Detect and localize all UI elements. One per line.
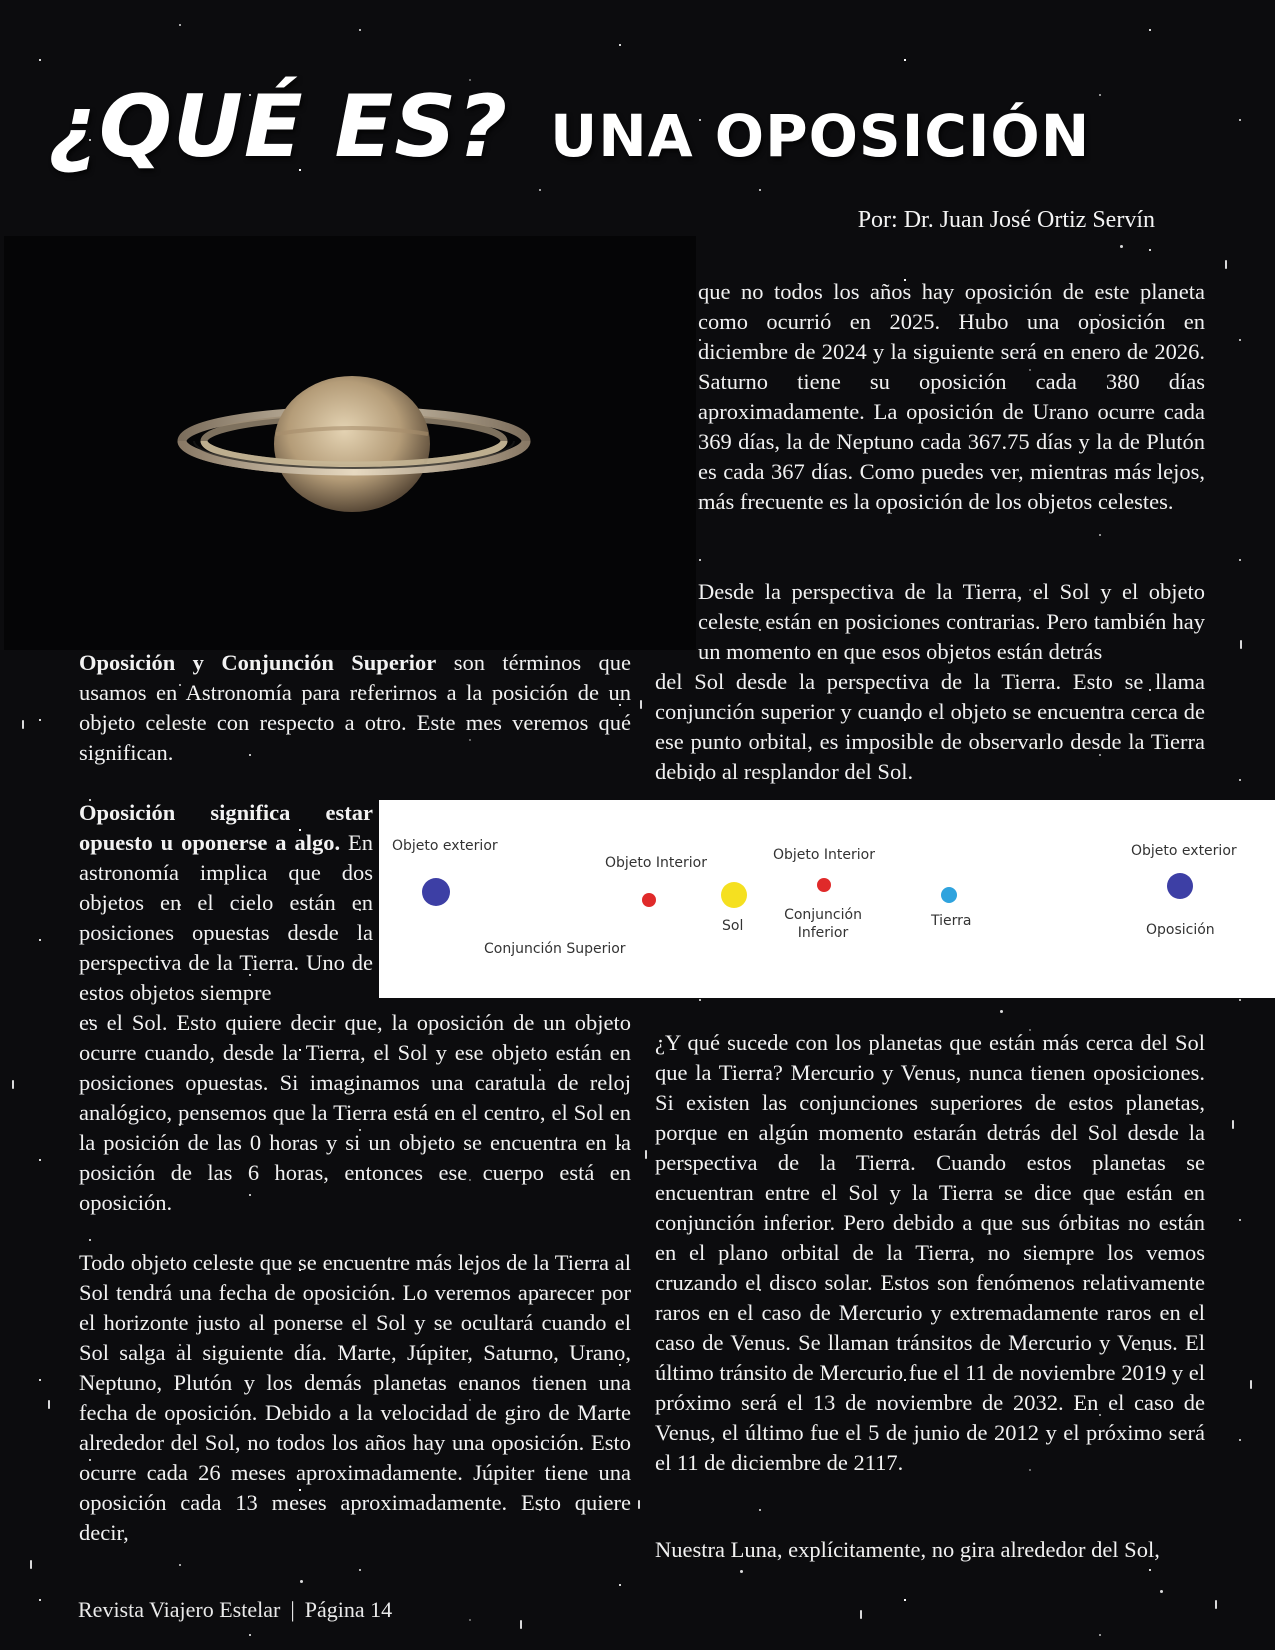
opposition-text-start: En astronomía implica que dos objetos en el cielo están en posiciones opuestas desde la perspectiva de la Tierra. Uno de estos objetos siempre [79,830,373,1005]
star-decoration [30,1560,32,1569]
title-main: ¿QUÉ ES? [48,77,509,177]
star-decoration [1232,1120,1234,1129]
inner-object-a-dot [642,893,656,907]
title-sub: UNA OPOSICIÓN [550,102,1091,170]
label-objeto-interior-b: Objeto Interior [773,847,875,863]
label-tierra: Tierra [931,913,972,929]
label-sol: Sol [722,918,744,934]
magazine-name: Revista Viajero Estelar [78,1597,281,1622]
page-title [48,77,1091,177]
saturn-icon [4,236,696,650]
footer-separator: | [290,1597,295,1622]
star-decoration [1160,1590,1163,1593]
star-decoration [638,1500,640,1509]
orbital-positions-diagram [379,800,1275,998]
star-decoration [1250,1380,1252,1389]
right-paragraph-3: ¿Y qué sucede con los planetas que están más cerca del Sol que la Tierra? Mercurio y Venus, nunca tienen oposiciones. Si existen las conjunciones superiores de estos planetas, porque en algún momento estarán detrás del Sol desde la perspectiva de la Tierra. Cuando estos planetas se encuentran entre el Sol y la Tierra se dice que están en conjunción inferior. Pero debido a que sus órbitas no están en el plano orbital de la Tierra, no siempre los vemos cruzando el disco solar. Estos son fenómenos relativamente raros en el caso de Mercurio y extremadamente raros en el caso de Venus. Se llaman tránsitos de Mercurio y Venus. El último tránsito de Mercurio fue el 11 de noviembre 2019 y el próximo será el 13 de noviembre de 2032. En el caso de Venus, el último fue el 5 de junio de 2012 y el próximo será el 11 de diciembre de 2117. [655,1030,1205,1475]
saturn-photo [4,236,696,650]
star-decoration [300,1580,303,1583]
label-oposicion: Oposición [1146,922,1215,938]
intro-bold: Oposición y Conjunción Superior [79,650,437,675]
star-decoration [645,1150,647,1159]
star-decoration [1000,1010,1003,1013]
star-decoration [740,1570,743,1573]
star-decoration [860,1610,862,1619]
star-decoration [640,700,642,709]
page-footer [78,1597,392,1623]
star-decoration [12,1080,14,1089]
intro-paragraph [79,648,631,768]
celestial-objects-paragraph: Todo objeto celeste que se encuentre más lejos de la Tierra al Sol tendrá una fecha de oposición. Lo veremos aparecer por el horizonte justo al ponerse el Sol y se ocultará cuando el Sol salga al siguiente día. Marte, Júpiter, Saturno, Urano, Neptuno, Plutón y los demás planetas enanos tienen una fecha de oposición. Debido a la velocidad de giro de Marte alrededor del Sol, no todos los años hay una oposición. Esto ocurre cada 26 meses aproximadamente. Júpiter tiene una oposición cada 13 meses aproximadamente. Esto quiere decir, [79,1250,631,1545]
opposition-definition-bold: Oposición significa estar opuesto u oponerse a algo. [79,800,373,855]
page-number: Página 14 [304,1597,393,1622]
inner-object-b-dot [817,878,831,892]
right-paragraph-2-start: Desde la perspectiva de la Tierra, el Sol y el objeto celeste están en posiciones contrarias. Pero también hay un momento en que esos objetos están detrás [698,579,1205,664]
star-decoration [1215,1600,1217,1609]
label-conjuncion-superior: Conjunción Superior [484,941,626,957]
right-paragraph-1: que no todos los años hay oposición de este planeta como ocurrió en 2025. Hubo una oposición en diciembre de 2024 y la siguiente será en enero de 2026. Saturno tiene su oposición cada 380 días aproximadamente. La oposición de Urano ocurre cada 369 días, la de Neptuno cada 367.75 días y la de Plutón es cada 367 días. Como puedes ver, mientras más lejos, más frecuente es la oposición de los objetos celestes. [698,279,1205,514]
author-byline: Por: Dr. Juan José Ortiz Servín [857,207,1155,233]
sun-dot [721,882,747,908]
star-decoration [1240,640,1242,649]
opposition-paragraph-start [79,798,373,1008]
star-decoration [1225,260,1227,269]
earth-dot [941,887,957,903]
star-decoration [22,720,24,729]
star-decoration [520,1620,522,1629]
outer-object-left-dot [422,878,450,906]
label-objeto-interior-a: Objeto Interior [605,855,707,871]
label-objeto-exterior-right: Objeto exterior [1131,843,1237,859]
right-paragraph-4: Nuestra Luna, explícitamente, no gira alrededor del Sol, [655,1537,1160,1562]
label-objeto-exterior-left: Objeto exterior [392,838,498,854]
outer-object-right-dot [1167,873,1193,899]
opposition-paragraph-continued: es el Sol. Esto quiere decir que, la oposición de un objeto ocurre cuando, desde la Tierra, el Sol y ese objeto están en posiciones opuestas. Si imaginamos una caratula de reloj analógico, pensemos que la Tierra está en el centro, el Sol en la posición de las 0 horas y si un objeto se encuentra en la posición de las 6 horas, entonces ese cuerpo está en oposición. [79,1010,631,1215]
right-paragraph-2-continued: del Sol desde la perspectiva de la Tierra. Esto se llama conjunción superior y cuando el objeto se encuentra cerca de ese punto orbital, es imposible de observarlo desde la Tierra debido al resplandor del Sol. [655,669,1205,784]
star-decoration [48,1400,50,1409]
label-conjuncion-inferior: Conjunción Inferior [784,907,862,941]
star-decoration [1120,245,1123,248]
intro-text: son términos que usamos en Astronomía para referirnos a la posición de un objeto celeste con respecto a otro. Este mes veremos qué significan. [79,650,632,765]
